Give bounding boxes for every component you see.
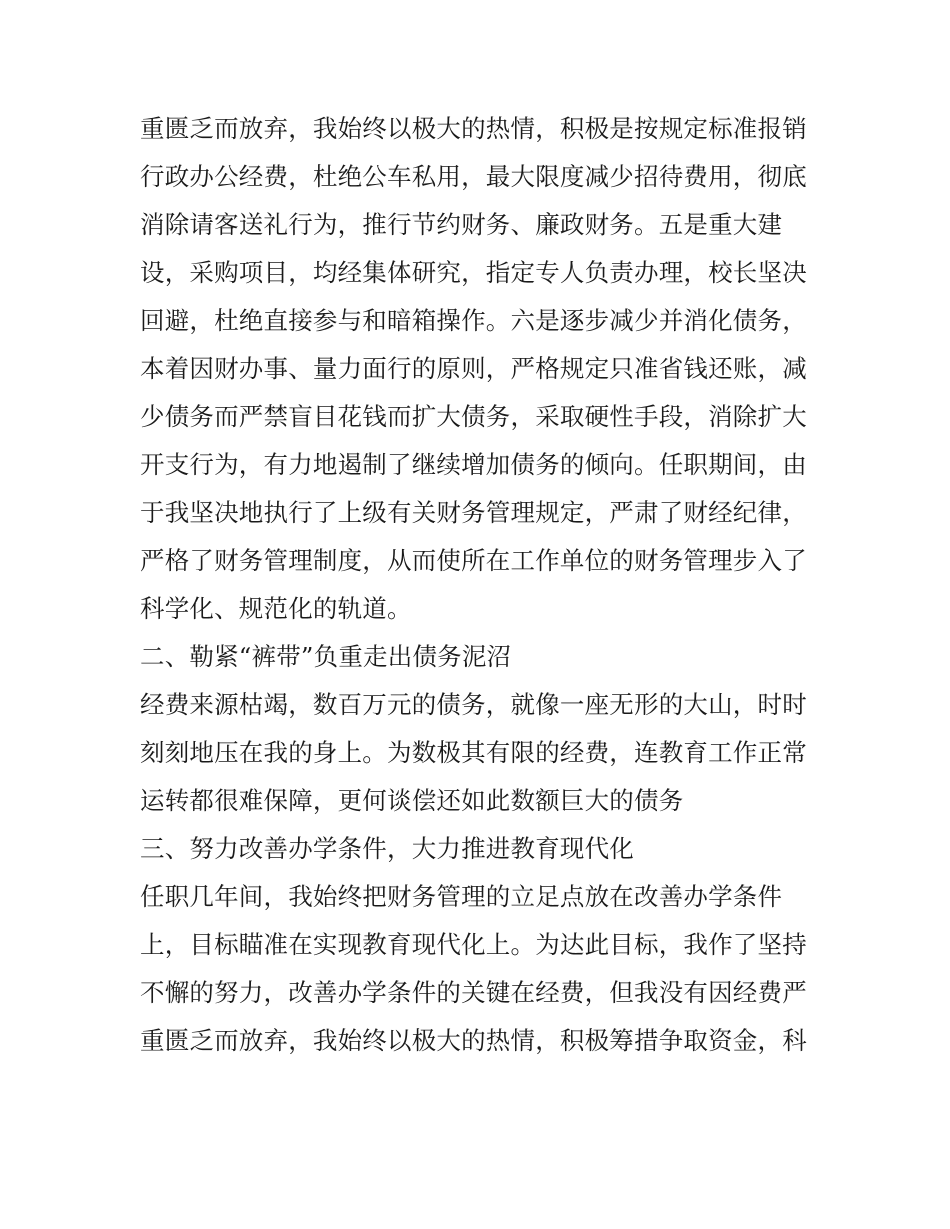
text-line: 开支行为，有力地遏制了继续增加债务的倾向。任职期间，由 xyxy=(140,450,807,479)
document-body xyxy=(140,105,820,1065)
text-line: 运转都很难保障，更何谈偿还如此数额巨大的债务 xyxy=(140,786,684,815)
text-line: 回避，杜绝直接参与和暗箱操作。六是逐步减少并消化债务， xyxy=(140,306,807,335)
section-heading: 三、努力改善办学条件，大力推进教育现代化 xyxy=(140,834,634,863)
text-line: 严格了财务管理制度，从而使所在工作单位的财务管理步入了 xyxy=(140,546,807,575)
text-line: 重匮乏而放弃，我始终以极大的热情，积极是按规定标准报销 xyxy=(140,114,807,143)
text-line: 少债务而严禁盲目花钱而扩大债务，采取硬性手段，消除扩大 xyxy=(140,402,807,431)
text-line: 于我坚决地执行了上级有关财务管理规定，严肃了财经纪律， xyxy=(140,498,807,527)
text-line: 上，目标瞄准在实现教育现代化上。为达此目标，我作了坚持 xyxy=(140,930,807,959)
text-line: 经费来源枯竭，数百万元的债务，就像一座无形的大山，时时 xyxy=(140,690,807,719)
text-line: 重匮乏而放弃，我始终以极大的热情，积极筹措争取资金，科 xyxy=(140,1026,807,1055)
text-line: 行政办公经费，杜绝公车私用，最大限度减少招待费用，彻底 xyxy=(140,162,807,191)
text-line: 科学化、规范化的轨道。 xyxy=(140,594,412,623)
text-line: 消除请客送礼行为，推行节约财务、廉政财务。五是重大建 xyxy=(140,210,783,239)
text-line: 设，采购项目，均经集体研究，指定专人负责办理，校长坚决 xyxy=(140,258,807,287)
text-line: 本着因财办事、量力面行的原则，严格规定只准省钱还账，减 xyxy=(140,354,807,383)
text-line: 不懈的努力，改善办学条件的关键在经费，但我没有因经费严 xyxy=(140,978,807,1007)
text-line: 任职几年间，我始终把财务管理的立足点放在改善办学条件 xyxy=(140,882,783,911)
text-line: 刻刻地压在我的身上。为数极其有限的经费，连教育工作正常 xyxy=(140,738,807,767)
section-heading: 二、勒紧“裤带”负重走出债务泥沼 xyxy=(140,642,512,671)
